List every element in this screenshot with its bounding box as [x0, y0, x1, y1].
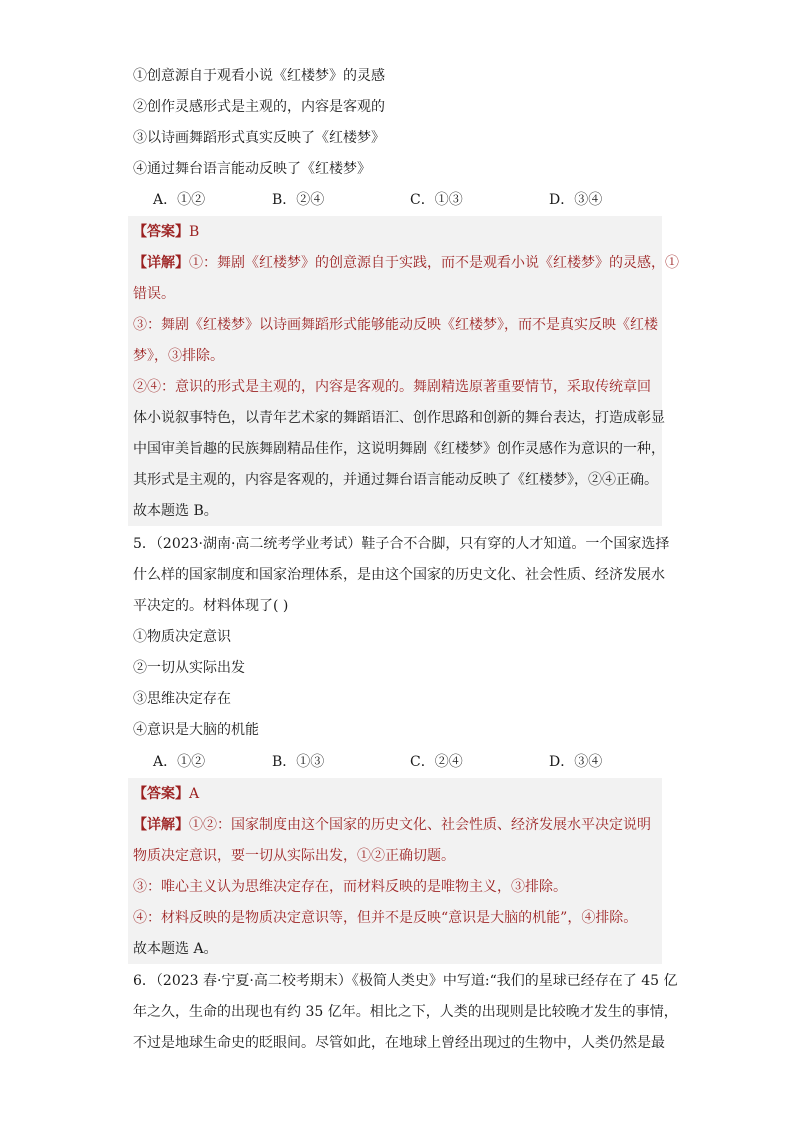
q4-option-b: B．②④: [272, 192, 325, 208]
detail-label: 【详解】: [133, 817, 189, 833]
q5-detail-line-4: ④：材料反映的是物质决定意识等，但并不是反映“意识是大脑的机能”，④排除。: [133, 910, 638, 926]
q5-statement-1: ①物质决定意识: [133, 629, 231, 645]
q5-answer: [133, 784, 199, 804]
q5-option-d: D．③④: [549, 754, 603, 770]
q4-detail-line-9: 故本题选 B。: [133, 503, 218, 519]
q4-statement-3: ③以诗画舞蹈形式真实反映了《红楼梦》: [133, 130, 385, 146]
q4-statement-2: ②创作灵感形式是主观的，内容是客观的: [133, 99, 385, 115]
answer-value: B: [189, 224, 200, 240]
q4-detail-line-5: ②④：意识的形式是主观的，内容是客观的。舞剧精选原著重要情节，采取传统章回: [133, 379, 651, 395]
q5-stem-line-3: 平决定的。材料体现了( ): [133, 598, 289, 614]
q6-stem-line-2: 年之久，生命的出现也有约 35 亿年。相比之下，人类的出现则是比较晚才发生的事情，: [133, 1004, 678, 1020]
q4-detail-line-4: 梦》，③排除。: [133, 348, 224, 364]
q4-option-d: D．③④: [549, 192, 603, 208]
detail-label: 【详解】: [133, 255, 189, 271]
q4-detail-line-1: [133, 253, 679, 273]
q5-detail-line-1: [133, 815, 651, 835]
q4-statement-1: ①创意源自于观看小说《红楼梦》的灵感: [133, 68, 385, 84]
q5-stem-line-1: 5．（2023·湖南·高二统考学业考试）鞋子合不合脚，只有穿的人才知道。一个国家选择: [133, 536, 670, 552]
q5-detail-line-2: 物质决定意识，要一切从实际出发，①②正确切题。: [133, 848, 455, 864]
detail-text: ①：舞剧《红楼梦》的创意源自于实践，而不是观看小说《红楼梦》的灵感，①: [189, 255, 679, 271]
q6-stem-line-1: 6．（2023 春·宁夏·高二校考期末）《极简人类史》中写道:“我们的星球已经存在了 45 亿: [133, 973, 678, 989]
q5-option-a: A．①②: [153, 754, 206, 770]
answer-value: A: [189, 786, 200, 802]
q4-detail-line-8: 其形式是主观的，内容是客观的，并通过舞台语言能动反映了《红楼梦》，②④正确。: [133, 472, 658, 488]
q5-detail-line-3: ③：唯心主义认为思维决定存在，而材料反映的是唯物主义，③排除。: [133, 879, 567, 895]
q4-detail-line-2: 错误。: [133, 286, 175, 302]
q5-statement-4: ④意识是大脑的机能: [133, 722, 259, 738]
q5-answer-block: [128, 778, 662, 964]
q5-stem-line-2: 什么样的国家制度和国家治理体系，是由这个国家的历史文化、社会性质、经济发展水: [133, 567, 665, 583]
q4-detail-line-7: 中国审美旨趣的民族舞剧精品佳作，这说明舞剧《红楼梦》创作灵感作为意识的一种，: [133, 441, 665, 457]
q5-statement-2: ②一切从实际出发: [133, 660, 245, 676]
q4-option-c: C．①③: [410, 192, 463, 208]
q5-option-c: C．②④: [410, 754, 463, 770]
answer-label: 【答案】: [133, 224, 189, 240]
q4-answer: [133, 222, 199, 242]
q5-detail-line-5: 故本题选 A。: [133, 941, 218, 957]
detail-text: ①②：国家制度由这个国家的历史文化、社会性质、经济发展水平决定说明: [189, 817, 651, 833]
q4-detail-line-3: ③：舞剧《红楼梦》以诗画舞蹈形式能够能动反映《红楼梦》，而不是真实反映《红楼: [133, 317, 658, 333]
q5-statement-3: ③思维决定存在: [133, 691, 231, 707]
q5-option-b: B．①③: [272, 754, 325, 770]
q4-option-a: A．①②: [153, 192, 206, 208]
q4-statement-4: ④通过舞台语言能动反映了《红楼梦》: [133, 161, 371, 177]
q4-detail-line-6: 体小说叙事特色，以青年艺术家的舞蹈语汇、创作思路和创新的舞台表达，打造成彰显: [133, 410, 665, 426]
q6-stem-line-3: 不过是地球生命史的眨眼间。尽管如此，在地球上曾经出现过的生物中，人类仍然是最: [133, 1035, 665, 1051]
answer-label: 【答案】: [133, 786, 189, 802]
